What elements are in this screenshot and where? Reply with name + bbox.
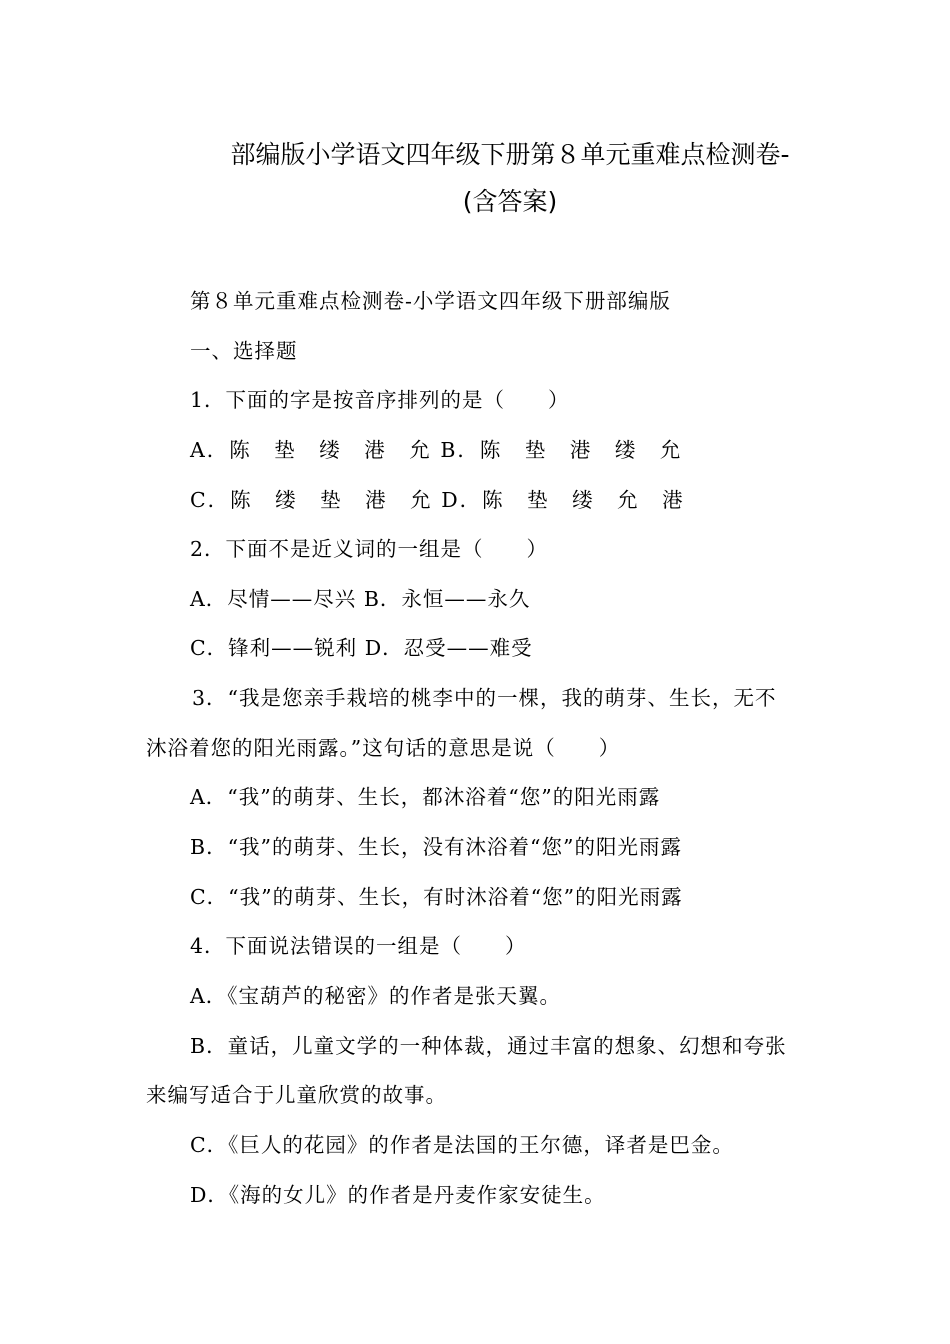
section-heading-choice: 一、选择题 [190, 339, 298, 363]
document-subtitle: 第８单元重难点检测卷-小学语文四年级下册部编版 [190, 289, 671, 313]
question-1-options-row2: C．陈 缕 垫 港 允 D．陈 垫 缕 允 港 [190, 488, 685, 512]
document-title-line2: (含答案) [462, 187, 558, 216]
question-4-stem: 4．下面说法错误的一组是（ ） [190, 934, 527, 958]
question-3-stem-line2: 沐浴着您的阳光雨露。”这句话的意思是说（ ） [146, 736, 621, 760]
question-4-option-b-line2: 来编写适合于儿童欣赏的故事。 [146, 1083, 447, 1107]
question-4-option-a: A．《宝葫芦的秘密》的作者是张天翼。 [190, 984, 562, 1008]
question-3-stem-line1: 3．“我是您亲手栽培的桃李中的一棵，我的萌芽、生长，无不 [192, 686, 777, 710]
question-2-stem: 2．下面不是近义词的一组是（ ） [190, 537, 549, 561]
document-title-line1: 部编版小学语文四年级下册第８单元重难点检测卷- [230, 140, 790, 169]
question-1-stem: 1．下面的字是按音序排列的是（ ） [190, 388, 570, 412]
question-1-options-row1: A．陈 垫 缕 港 允 B．陈 垫 港 缕 允 [190, 438, 683, 462]
question-3-option-b: B．“我”的萌芽、生长，没有沐浴着“您”的阳光雨露 [190, 835, 682, 859]
question-2-options-row2: C．锋利——锐利 D．忍受——难受 [190, 636, 533, 660]
question-4-option-c: C．《巨人的花园》的作者是法国的王尔德，译者是巴金。 [190, 1133, 734, 1157]
question-3-option-c: C．“我”的萌芽、生长，有时沐浴着“您”的阳光雨露 [190, 885, 683, 909]
question-4-option-d: D．《海的女儿》的作者是丹麦作家安徒生。 [190, 1183, 606, 1207]
question-4-option-b-line1: B．童话，儿童文学的一种体裁，通过丰富的想象、幻想和夸张 [190, 1034, 787, 1058]
question-3-option-a: A．“我”的萌芽、生长，都沐浴着“您”的阳光雨露 [190, 785, 661, 809]
question-2-options-row1: A．尽情——尽兴 B．永恒——永久 [190, 587, 531, 611]
